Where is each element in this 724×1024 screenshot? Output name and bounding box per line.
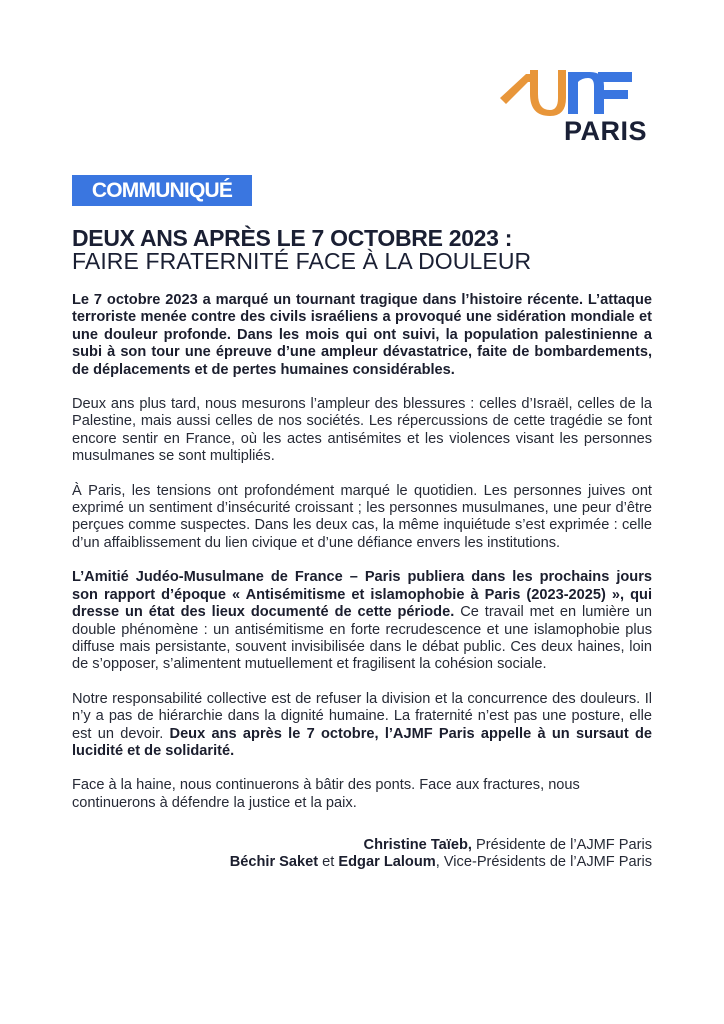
signatory-vp-role: , Vice-Présidents de l’AJMF Paris (435, 854, 652, 871)
ajmf-logo-mark (498, 68, 638, 118)
signatory-connector: et (318, 854, 339, 871)
paragraph-6-text: Face à la haine, nous continuerons à bâtir des ponts. Face aux fractures, nous continuerons à défendre la justice et la paix. (72, 777, 580, 811)
paragraph-2-text: Deux ans plus tard, nous mesurons l’ampleur des blessures : celles d’Israël, celles de la Palestine, mais aussi celles de nos sociétés. Les répercussions de cette tragédie se font encore sentir en France, où les actes antisémites et les violences visant les personnes musulmanes se sont multipliés. (72, 396, 652, 465)
paragraph-1 (72, 292, 652, 379)
title-line-2: FAIRE FRATERNITÉ FACE À LA DOULEUR (72, 248, 532, 274)
signature-line-1 (230, 837, 652, 854)
paragraph-6 (72, 777, 652, 812)
title-line-1: DEUX ANS APRÈS LE 7 OCTOBRE 2023 : (72, 225, 513, 251)
paragraph-5 (72, 691, 652, 761)
paragraph-2 (72, 396, 652, 466)
paragraph-4 (72, 569, 652, 673)
signatory-president-role: Présidente de l’AJMF Paris (471, 837, 652, 853)
signature-block (230, 837, 652, 872)
communique-badge: COMMUNIQUÉ (72, 175, 252, 206)
paragraph-3-text: À Paris, les tensions ont profondément marqué le quotidien. Les personnes juives ont exprimé un sentiment d’insécurité croissant ; les personnes musulmanes, une peur d’être perçues comme suspectes. Dans les deux cas, la même inquiétude s’est exprimée : celle d’un affaiblissement du lien civique et d’une défiance envers les institutions. (72, 482, 652, 551)
signatory-vp-2: Edgar Laloum (338, 854, 436, 871)
paragraph-5-text: Notre responsabilité collective est de refuser la division et la concurrence des douleurs. Il n’y a pas de hiérarchie dans la dignité humaine. La fraternité n’est pas une posture, elle est un devoir. (72, 690, 652, 742)
signature-line-2 (230, 854, 652, 871)
signatory-vp-1: Béchir Saket (229, 854, 319, 871)
logo-city: PARIS (564, 116, 648, 146)
paragraph-3 (72, 483, 652, 553)
paragraph-4-text: Ce travail met en lumière un double phénomène : un antisémitisme en forte recrudescence et une islamophobie plus diffuse mais persistante, souvent invisibilisée dans le débat public. Ces deux haines, loin de s’opposer, s’alimentent mutuellement et fragilisent la cohésion sociale. (72, 604, 652, 673)
paragraph-4-bold: L’Amitié Judéo-Musulmane de France – Paris publiera dans les prochains jours son rapport d’époque « Antisémitisme et islamophobie à Paris (2023-2025) », qui dresse un état des lieux documenté de cette période. (72, 569, 652, 621)
paragraph-5-bold: Deux ans après le 7 octobre, l’AJMF Paris appelle à un sursaut de lucidité et de solidarité. (72, 725, 652, 759)
press-release-body (72, 292, 652, 829)
signatory-president: Christine Taïeb, (363, 837, 472, 853)
paragraph-1-bold: Le 7 octobre 2023 a marqué un tournant tragique dans l’histoire récente. L’attaque terroriste menée contre des civils israéliens a provoqué une sidération mondiale et une douleur profonde. Dans les mois qui ont suivi, la population palestinienne a subi à son tour une épreuve d’une ampleur dévastatrice, faite de bombardements, de déplacements et de pertes humaines considérables. (72, 292, 652, 378)
page-title (72, 227, 672, 273)
ajmf-paris-logo (498, 68, 650, 150)
